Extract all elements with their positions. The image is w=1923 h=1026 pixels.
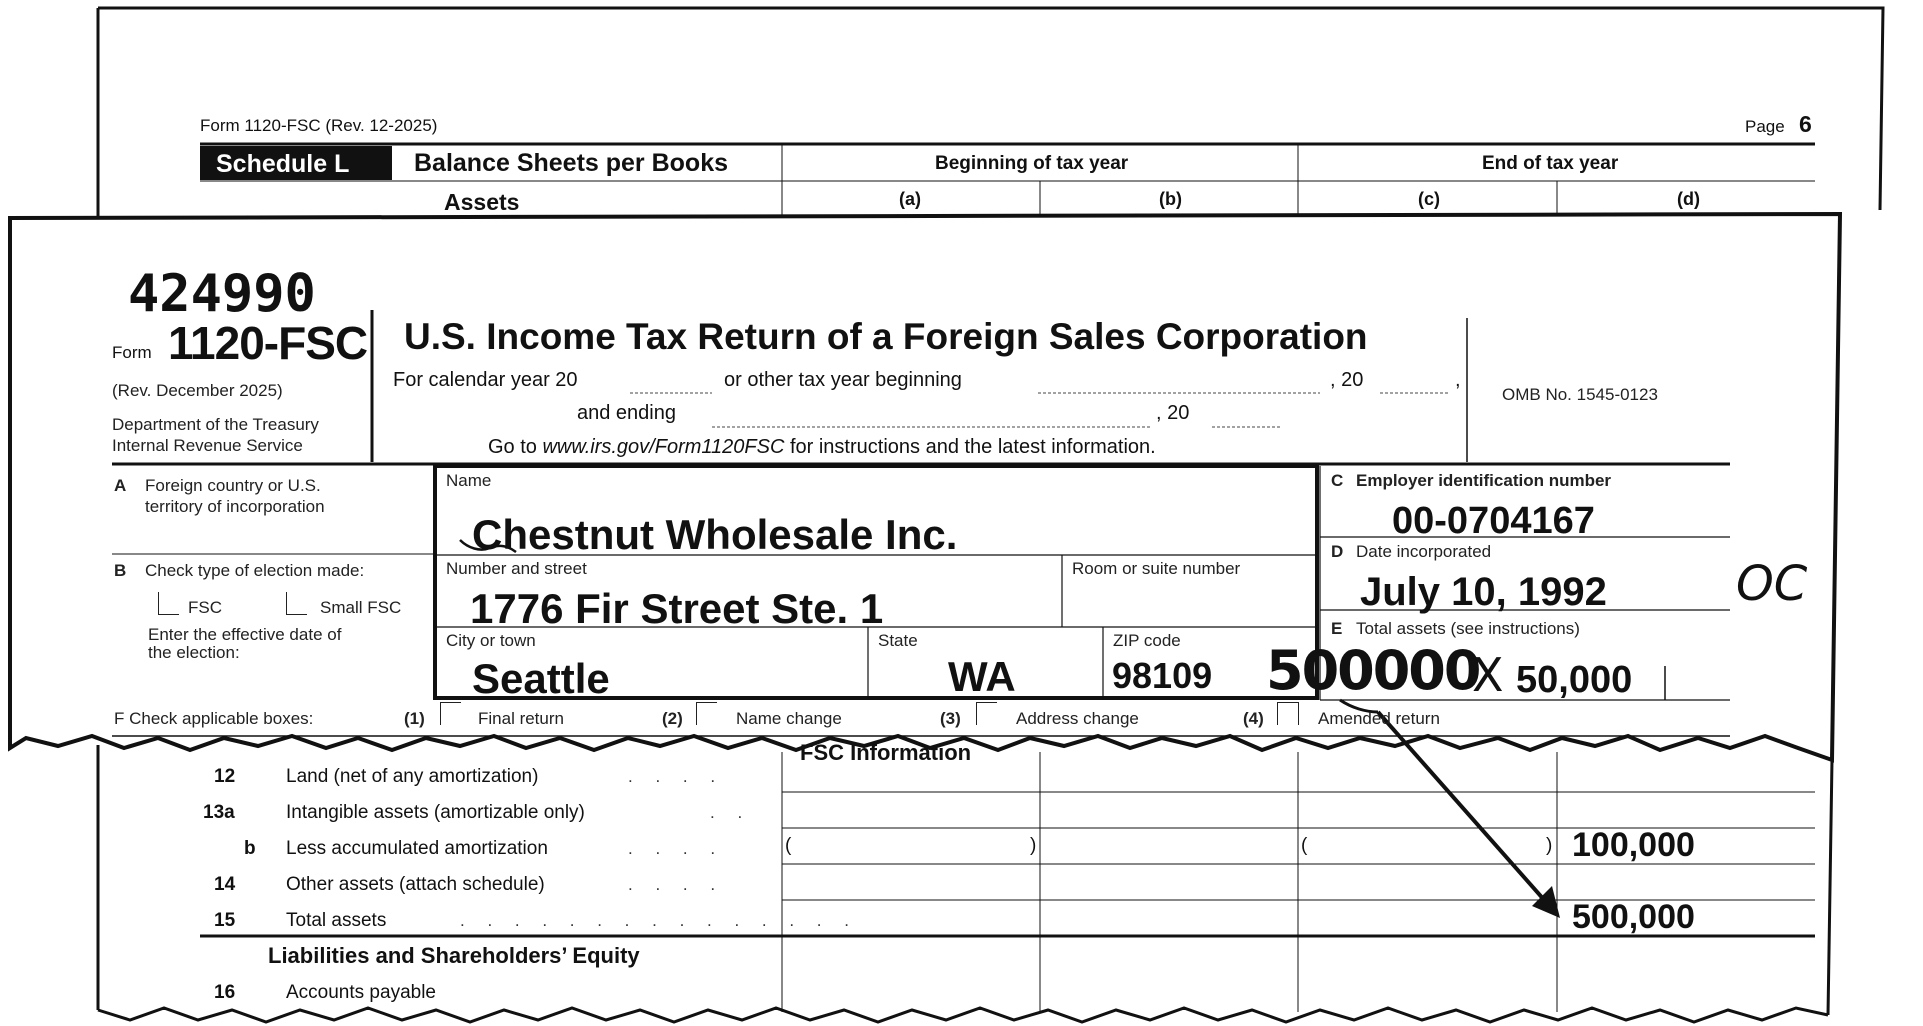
total-assets-label: Total assets (see instructions) [1356, 619, 1580, 638]
cell-13b-d: 100,000 [1572, 826, 1695, 864]
small-fsc-checkbox[interactable] [286, 592, 307, 615]
row-label: Total assets [286, 910, 387, 931]
section-c-letter: C [1331, 471, 1344, 490]
leader-dots: . . . . [628, 875, 725, 894]
address-change-checkbox[interactable] [976, 702, 997, 725]
margin-note-oc: OC [1736, 556, 1808, 612]
row-number: 12 [214, 766, 236, 787]
cell-15-d: 500,000 [1572, 898, 1695, 936]
street-label: Number and street [446, 559, 587, 578]
schedule-l-title: Balance Sheets per Books [414, 149, 729, 177]
f-label: F Check applicable boxes: [114, 709, 314, 728]
col-group-end: End of tax year [1482, 153, 1619, 174]
f4-label: Amended return [1318, 709, 1440, 728]
zip-label: ZIP code [1113, 631, 1181, 650]
name-label: Name [446, 471, 492, 490]
goto-suffix: for instructions and the latest information. [789, 436, 1156, 458]
name-value[interactable]: Chestnut Wholesale Inc. [472, 511, 958, 558]
street-value[interactable]: 1776 Fir Street Ste. 1 [470, 585, 884, 632]
page-label: Page [1745, 117, 1785, 136]
row-label: Accounts payable [286, 982, 436, 1003]
room-label: Room or suite number [1072, 559, 1241, 578]
f1-number: (1) [404, 709, 425, 728]
city-value[interactable]: Seattle [472, 655, 610, 702]
leader-dots: . . . . [628, 767, 725, 786]
page1-title: U.S. Income Tax Return of a Foreign Sales Corporation [404, 316, 1368, 357]
leader-dots: . . . . [628, 839, 725, 858]
f2-label: Name change [736, 709, 842, 728]
section-d-letter: D [1331, 542, 1344, 561]
other-tax-year-label: or other tax year beginning [724, 369, 962, 391]
f3-label: Address change [1016, 709, 1139, 728]
form-revision: (Rev. December 2025) [112, 381, 283, 400]
col-header-a: (a) [899, 189, 921, 209]
col-header-b: (b) [1159, 189, 1182, 209]
schedule-l-badge [200, 146, 392, 180]
f2-number: (2) [662, 709, 683, 728]
date-incorporated-label: Date incorporated [1356, 542, 1492, 561]
state-value[interactable]: WA [948, 653, 1016, 700]
section-a-letter: A [114, 476, 127, 495]
goto-url[interactable]: www.irs.gov/Form1120FSC [542, 436, 785, 458]
paren-close-c: ) [1546, 835, 1553, 856]
section-b-letter: B [114, 561, 127, 580]
paren-open-c: ( [1301, 835, 1308, 856]
row-label: Other assets (attach schedule) [286, 874, 545, 895]
effective-date-label-2: the election: [148, 643, 240, 662]
section-a-label-1: Foreign country or U.S. [145, 476, 321, 495]
form-reference: Form 1120-FSC (Rev. 12-2025) [200, 116, 438, 135]
strike-mark: X [1472, 648, 1504, 702]
name-change-checkbox[interactable] [696, 702, 717, 725]
row-label: Less accumulated amortization [286, 838, 548, 859]
and-ending-label: and ending [577, 402, 676, 424]
section-a-label-2: territory of incorporation [145, 497, 325, 516]
department-line-1: Department of the Treasury [112, 415, 319, 434]
omb-number: OMB No. 1545-0123 [1502, 385, 1658, 404]
small-fsc-option-label: Small FSC [320, 598, 402, 617]
fsc-option-label: FSC [188, 598, 222, 617]
trailing-comma: , [1455, 369, 1461, 391]
leader-dots: . . [710, 803, 752, 822]
partial-fsc-heading: FSC Information [800, 740, 972, 765]
form-word: Form [112, 343, 152, 362]
paren-close-a: ) [1030, 835, 1037, 856]
section-assets: Assets [444, 189, 520, 215]
schedule-l-badge-text: Schedule L [216, 150, 350, 178]
form-number: 1120-FSC [168, 317, 368, 369]
row-label: Intangible assets (amortizable only) [286, 802, 585, 823]
f4-number: (4) [1243, 709, 1264, 728]
comma-20-label-2: , 20 [1156, 402, 1190, 424]
state-label: State [878, 631, 918, 650]
col-header-c: (c) [1418, 189, 1440, 209]
comma-20-label: , 20 [1330, 369, 1364, 391]
ein-label: Employer identification number [1356, 471, 1612, 490]
paren-open-a: ( [785, 835, 792, 856]
date-incorporated-value[interactable]: July 10, 1992 [1360, 570, 1607, 614]
section-liabilities: Liabilities and Shareholders’ Equity [268, 943, 640, 968]
calendar-year-label: For calendar year 20 [393, 369, 578, 391]
section-e-letter: E [1331, 619, 1343, 638]
leader-dots: . . . . . . . . . . . . . . . [460, 911, 858, 930]
amended-return-checkbox[interactable] [1277, 702, 1299, 725]
ein-value[interactable]: 00-0704167 [1392, 500, 1595, 542]
stamp-number: 424990 [128, 264, 316, 324]
row-number: 16 [214, 982, 236, 1003]
handwritten-correction: 500000 [1266, 639, 1480, 702]
row-number: 15 [214, 910, 236, 931]
page-number: 6 [1799, 111, 1812, 137]
city-label: City or town [446, 631, 536, 650]
effective-date-label-1: Enter the effective date of [148, 625, 342, 644]
row-number: b [244, 838, 256, 859]
goto-prefix: Go to [488, 436, 537, 458]
goto-line [488, 437, 1156, 457]
final-return-checkbox[interactable] [440, 702, 461, 725]
row-label: Land (net of any amortization) [286, 766, 539, 787]
f1-label: Final return [478, 709, 564, 728]
zip-value[interactable]: 98109 [1112, 655, 1213, 696]
row-number: 13a [203, 802, 235, 823]
col-header-d: (d) [1677, 189, 1700, 209]
f3-number: (3) [940, 709, 961, 728]
section-b-label: Check type of election made: [145, 561, 365, 580]
fsc-checkbox[interactable] [158, 592, 179, 615]
total-assets-value[interactable]: 50,000 [1516, 659, 1633, 701]
col-group-beginning: Beginning of tax year [935, 153, 1129, 174]
row-number: 14 [214, 874, 236, 895]
department-line-2: Internal Revenue Service [112, 436, 303, 455]
